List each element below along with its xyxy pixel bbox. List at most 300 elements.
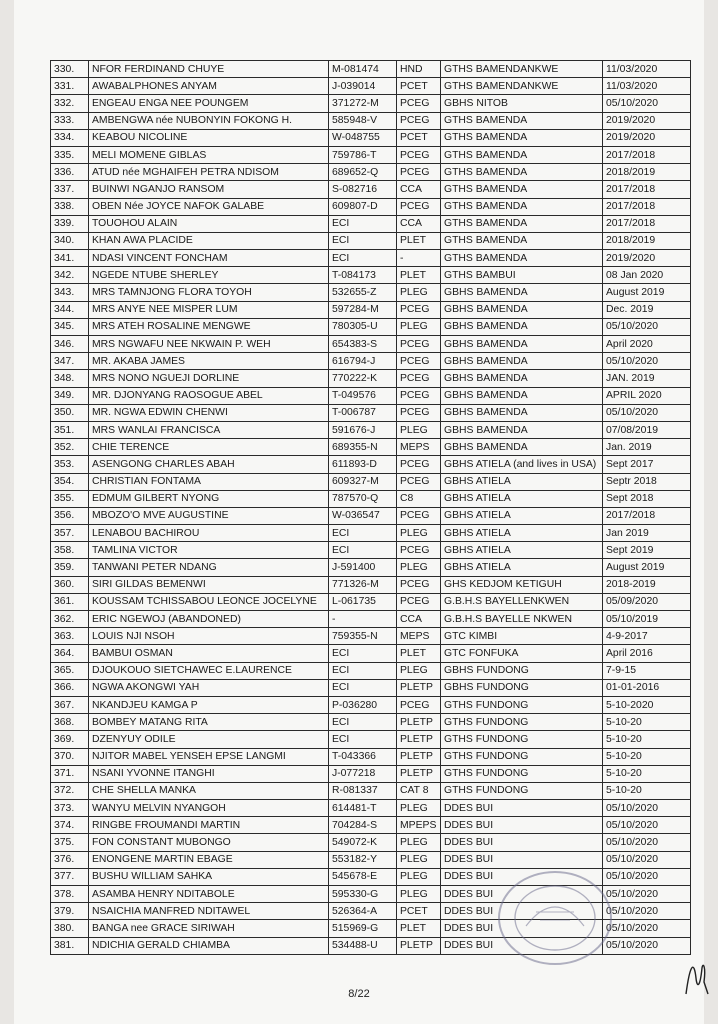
row-number-cell: 369. [51, 731, 89, 748]
table-row [51, 181, 691, 198]
row-number-cell: 340. [51, 232, 89, 249]
row-number-cell: 360. [51, 576, 89, 593]
date-cell: Sept 2018 [603, 490, 691, 507]
grade-cell: PLEG [397, 868, 441, 885]
staff-name-cell: TOUOHOU ALAIN [89, 215, 329, 232]
date-cell: 05/10/2020 [603, 800, 691, 817]
school-cell: GBHS BAMENDA [441, 353, 603, 370]
row-number-cell: 337. [51, 181, 89, 198]
staff-name-cell: MRS TAMNJONG FLORA TOYOH [89, 284, 329, 301]
matricule-cell: 609807-D [329, 198, 397, 215]
matricule-cell: 689652-Q [329, 164, 397, 181]
date-cell: 2017/2018 [603, 181, 691, 198]
school-cell: GTHS BAMENDANKWE [441, 61, 603, 78]
date-cell: 05/10/2020 [603, 95, 691, 112]
matricule-cell: ECI [329, 542, 397, 559]
grade-cell: PCET [397, 129, 441, 146]
row-number-cell: 375. [51, 834, 89, 851]
row-number-cell: 362. [51, 611, 89, 628]
table-row [51, 473, 691, 490]
date-cell: 2018/2019 [603, 232, 691, 249]
table-row [51, 679, 691, 696]
grade-cell: PCEG [397, 146, 441, 163]
staff-name-cell: NGEDE NTUBE SHERLEY [89, 267, 329, 284]
staff-name-cell: MRS ATEH ROSALINE MENGWE [89, 318, 329, 335]
row-number-cell: 367. [51, 696, 89, 713]
grade-cell: CAT 8 [397, 782, 441, 799]
matricule-cell: ECI [329, 662, 397, 679]
school-cell: DDES BUI [441, 937, 603, 954]
staff-name-cell: KHAN AWA PLACIDE [89, 232, 329, 249]
staff-name-cell: RINGBE FROUMANDI MARTIN [89, 817, 329, 834]
table-row [51, 404, 691, 421]
school-cell: GTHS BAMENDA [441, 181, 603, 198]
date-cell: Jan. 2019 [603, 439, 691, 456]
matricule-cell: 787570-Q [329, 490, 397, 507]
row-number-cell: 348. [51, 370, 89, 387]
school-cell: DDES BUI [441, 817, 603, 834]
table-row [51, 95, 691, 112]
school-cell: GTC KIMBI [441, 628, 603, 645]
row-number-cell: 331. [51, 78, 89, 95]
table-row [51, 507, 691, 524]
matricule-cell: ECI [329, 714, 397, 731]
table-row [51, 731, 691, 748]
grade-cell: PLETP [397, 714, 441, 731]
staff-name-cell: WANYU MELVIN NYANGOH [89, 800, 329, 817]
table-row [51, 662, 691, 679]
grade-cell: PCEG [397, 404, 441, 421]
matricule-cell: ECI [329, 232, 397, 249]
staff-name-cell: ASENGONG CHARLES ABAH [89, 456, 329, 473]
staff-name-cell: TAMLINA VICTOR [89, 542, 329, 559]
row-number-cell: 358. [51, 542, 89, 559]
date-cell: 05/10/2020 [603, 353, 691, 370]
grade-cell: MPEPS [397, 817, 441, 834]
table-row [51, 232, 691, 249]
staff-name-cell: ERIC NGEWOJ (ABANDONED) [89, 611, 329, 628]
grade-cell: MEPS [397, 628, 441, 645]
row-number-cell: 372. [51, 782, 89, 799]
table-row [51, 765, 691, 782]
school-cell: GTHS BAMENDA [441, 198, 603, 215]
school-cell: GTHS FUNDONG [441, 731, 603, 748]
matricule-cell: ECI [329, 525, 397, 542]
date-cell: 5-10-20 [603, 731, 691, 748]
row-number-cell: 350. [51, 404, 89, 421]
date-cell: April 2020 [603, 336, 691, 353]
date-cell: 2017/2018 [603, 198, 691, 215]
school-cell: GTHS FUNDONG [441, 696, 603, 713]
matricule-cell: W-036547 [329, 507, 397, 524]
staff-name-cell: BAMBUI OSMAN [89, 645, 329, 662]
grade-cell: C8 [397, 490, 441, 507]
matricule-cell: 759355-N [329, 628, 397, 645]
row-number-cell: 374. [51, 817, 89, 834]
date-cell: 05/10/2019 [603, 611, 691, 628]
row-number-cell: 355. [51, 490, 89, 507]
grade-cell: PCEG [397, 593, 441, 610]
row-number-cell: 373. [51, 800, 89, 817]
matricule-cell: 515969-G [329, 920, 397, 937]
row-number-cell: 345. [51, 318, 89, 335]
staff-name-cell: BOMBEY MATANG RITA [89, 714, 329, 731]
grade-cell: PLEG [397, 834, 441, 851]
table-row [51, 593, 691, 610]
staff-name-cell: MRS WANLAI FRANCISCA [89, 421, 329, 438]
matricule-cell: T-006787 [329, 404, 397, 421]
date-cell: 5-10-2020 [603, 696, 691, 713]
matricule-cell: 534488-U [329, 937, 397, 954]
staff-name-cell: BUINWI NGANJO RANSOM [89, 181, 329, 198]
grade-cell: PLEG [397, 662, 441, 679]
school-cell: GTHS BAMENDANKWE [441, 78, 603, 95]
grade-cell: CCA [397, 215, 441, 232]
date-cell: April 2016 [603, 645, 691, 662]
staff-name-cell: EDMUM GILBERT NYONG [89, 490, 329, 507]
date-cell: 5-10-20 [603, 765, 691, 782]
table-row [51, 61, 691, 78]
school-cell: GBHS BAMENDA [441, 284, 603, 301]
grade-cell: PCET [397, 78, 441, 95]
staff-name-cell: MRS NONO NGUEJI DORLINE [89, 370, 329, 387]
staff-name-cell: DZENYUY ODILE [89, 731, 329, 748]
page-number: 8/22 [348, 988, 370, 1000]
table-row [51, 800, 691, 817]
date-cell: 2017/2018 [603, 215, 691, 232]
date-cell: 05/10/2020 [603, 404, 691, 421]
date-cell: August 2019 [603, 559, 691, 576]
staff-name-cell: MRS ANYE NEE MISPER LUM [89, 301, 329, 318]
grade-cell: PLET [397, 920, 441, 937]
grade-cell: - [397, 250, 441, 267]
staff-name-cell: CHIE TERENCE [89, 439, 329, 456]
document-page [14, 0, 704, 1024]
staff-name-cell: MR. NGWA EDWIN CHENWI [89, 404, 329, 421]
date-cell: 05/10/2020 [603, 920, 691, 937]
matricule-cell: 654383-S [329, 336, 397, 353]
staff-table-body [51, 61, 691, 955]
row-number-cell: 366. [51, 679, 89, 696]
school-cell: GTHS BAMENDA [441, 232, 603, 249]
matricule-cell: 689355-N [329, 439, 397, 456]
school-cell: GBHS FUNDONG [441, 662, 603, 679]
grade-cell: PCEG [397, 370, 441, 387]
grade-cell: PLET [397, 232, 441, 249]
staff-name-cell: MR. DJONYANG RAOSOGUE ABEL [89, 387, 329, 404]
grade-cell: PLEG [397, 886, 441, 903]
grade-cell: CCA [397, 181, 441, 198]
grade-cell: PCEG [397, 198, 441, 215]
row-number-cell: 344. [51, 301, 89, 318]
school-cell: GTHS BAMENDA [441, 129, 603, 146]
date-cell: 05/10/2020 [603, 851, 691, 868]
date-cell: 07/08/2019 [603, 421, 691, 438]
date-cell: 2018/2019 [603, 164, 691, 181]
grade-cell: PLEG [397, 318, 441, 335]
date-cell: APRIL 2020 [603, 387, 691, 404]
grade-cell: PCEG [397, 542, 441, 559]
row-number-cell: 334. [51, 129, 89, 146]
staff-name-cell: NFOR FERDINAND CHUYE [89, 61, 329, 78]
date-cell: 05/10/2020 [603, 903, 691, 920]
staff-name-cell: ATUD née MGHAIFEH PETRA NDISOM [89, 164, 329, 181]
table-row [51, 456, 691, 473]
grade-cell: PLETP [397, 679, 441, 696]
grade-cell: PLEG [397, 800, 441, 817]
staff-name-cell: LOUIS NJI NSOH [89, 628, 329, 645]
date-cell: 2018-2019 [603, 576, 691, 593]
staff-name-cell: MR. AKABA JAMES [89, 353, 329, 370]
row-number-cell: 370. [51, 748, 89, 765]
matricule-cell: 526364-A [329, 903, 397, 920]
table-row [51, 490, 691, 507]
school-cell: GBHS BAMENDA [441, 301, 603, 318]
date-cell: Sept 2019 [603, 542, 691, 559]
matricule-cell: 616794-J [329, 353, 397, 370]
table-row [51, 645, 691, 662]
staff-name-cell: NKANDJEU KAMGA P [89, 696, 329, 713]
matricule-cell: ECI [329, 215, 397, 232]
row-number-cell: 335. [51, 146, 89, 163]
table-row [51, 834, 691, 851]
staff-name-cell: MRS NGWAFU NEE NKWAIN P. WEH [89, 336, 329, 353]
row-number-cell: 359. [51, 559, 89, 576]
grade-cell: PLEG [397, 525, 441, 542]
grade-cell: PLEG [397, 559, 441, 576]
grade-cell: PCEG [397, 353, 441, 370]
matricule-cell: 704284-S [329, 817, 397, 834]
row-number-cell: 378. [51, 886, 89, 903]
school-cell: GBHS BAMENDA [441, 370, 603, 387]
table-row [51, 628, 691, 645]
date-cell: 05/10/2020 [603, 318, 691, 335]
row-number-cell: 371. [51, 765, 89, 782]
table-row [51, 267, 691, 284]
staff-name-cell: TANWANI PETER NDANG [89, 559, 329, 576]
date-cell: 01-01-2016 [603, 679, 691, 696]
grade-cell: PLET [397, 645, 441, 662]
staff-name-cell: NDICHIA GERALD CHIAMBA [89, 937, 329, 954]
school-cell: GTHS BAMENDA [441, 215, 603, 232]
table-row [51, 421, 691, 438]
grade-cell: PLETP [397, 731, 441, 748]
table-row [51, 387, 691, 404]
school-cell: GTHS FUNDONG [441, 748, 603, 765]
grade-cell: PLEG [397, 851, 441, 868]
staff-name-cell: CHE SHELLA MANKA [89, 782, 329, 799]
matricule-cell: T-084173 [329, 267, 397, 284]
school-cell: G.B.H.S BAYELLENKWEN [441, 593, 603, 610]
school-cell: GBHS BAMENDA [441, 336, 603, 353]
row-number-cell: 338. [51, 198, 89, 215]
staff-name-cell: MBOZO'O MVE AUGUSTINE [89, 507, 329, 524]
grade-cell: PCEG [397, 507, 441, 524]
school-cell: GBHS BAMENDA [441, 387, 603, 404]
matricule-cell: ECI [329, 250, 397, 267]
staff-name-cell: SIRI GILDAS BEMENWI [89, 576, 329, 593]
date-cell: 2017/2018 [603, 146, 691, 163]
matricule-cell: 759786-T [329, 146, 397, 163]
date-cell: 05/10/2020 [603, 886, 691, 903]
school-cell: DDES BUI [441, 800, 603, 817]
row-number-cell: 361. [51, 593, 89, 610]
staff-name-cell: BANGA nee GRACE SIRIWAH [89, 920, 329, 937]
staff-name-cell: LENABOU BACHIROU [89, 525, 329, 542]
matricule-cell: 611893-D [329, 456, 397, 473]
grade-cell: PCEG [397, 696, 441, 713]
staff-name-cell: NSAICHIA MANFRED NDITAWEL [89, 903, 329, 920]
school-cell: GBHS ATIELA [441, 542, 603, 559]
table-row [51, 851, 691, 868]
grade-cell: MEPS [397, 439, 441, 456]
table-row [51, 611, 691, 628]
date-cell: 2019/2020 [603, 250, 691, 267]
staff-name-cell: ASAMBA HENRY NDITABOLE [89, 886, 329, 903]
school-cell: GTHS FUNDONG [441, 782, 603, 799]
date-cell: 2019/2020 [603, 112, 691, 129]
row-number-cell: 343. [51, 284, 89, 301]
row-number-cell: 356. [51, 507, 89, 524]
school-cell: GTHS FUNDONG [441, 714, 603, 731]
table-row [51, 370, 691, 387]
school-cell: DDES BUI [441, 920, 603, 937]
school-cell: DDES BUI [441, 851, 603, 868]
grade-cell: PLEG [397, 284, 441, 301]
date-cell: 05/10/2020 [603, 937, 691, 954]
matricule-cell: 545678-E [329, 868, 397, 885]
grade-cell: PCEG [397, 473, 441, 490]
school-cell: GBHS ATIELA (and lives in USA) [441, 456, 603, 473]
matricule-cell: J-591400 [329, 559, 397, 576]
row-number-cell: 349. [51, 387, 89, 404]
date-cell: 5-10-20 [603, 714, 691, 731]
matricule-cell: 595330-G [329, 886, 397, 903]
row-number-cell: 364. [51, 645, 89, 662]
date-cell: 5-10-20 [603, 748, 691, 765]
grade-cell: PLETP [397, 765, 441, 782]
school-cell: GTHS BAMENDA [441, 250, 603, 267]
table-row [51, 336, 691, 353]
school-cell: GBHS ATIELA [441, 525, 603, 542]
matricule-cell: J-039014 [329, 78, 397, 95]
matricule-cell: R-081337 [329, 782, 397, 799]
table-row [51, 284, 691, 301]
grade-cell: PCEG [397, 456, 441, 473]
table-row [51, 215, 691, 232]
matricule-cell: 532655-Z [329, 284, 397, 301]
school-cell: GBHS ATIELA [441, 507, 603, 524]
row-number-cell: 347. [51, 353, 89, 370]
date-cell: 2019/2020 [603, 129, 691, 146]
school-cell: G.B.H.S BAYELLE NKWEN [441, 611, 603, 628]
school-cell: GBHS NITOB [441, 95, 603, 112]
row-number-cell: 352. [51, 439, 89, 456]
date-cell: Septr 2018 [603, 473, 691, 490]
table-row [51, 439, 691, 456]
date-cell: 11/03/2020 [603, 61, 691, 78]
grade-cell: HND [397, 61, 441, 78]
staff-name-cell: NGWA AKONGWI YAH [89, 679, 329, 696]
date-cell: Dec. 2019 [603, 301, 691, 318]
row-number-cell: 346. [51, 336, 89, 353]
staff-name-cell: NSANI YVONNE ITANGHI [89, 765, 329, 782]
table-row [51, 782, 691, 799]
row-number-cell: 381. [51, 937, 89, 954]
school-cell: GBHS BAMENDA [441, 404, 603, 421]
date-cell: 11/03/2020 [603, 78, 691, 95]
row-number-cell: 336. [51, 164, 89, 181]
staff-name-cell: NJITOR MABEL YENSEH EPSE LANGMI [89, 748, 329, 765]
matricule-cell: L-061735 [329, 593, 397, 610]
official-stamp [496, 868, 614, 968]
row-number-cell: 379. [51, 903, 89, 920]
grade-cell: PCEG [397, 576, 441, 593]
matricule-cell: - [329, 611, 397, 628]
staff-name-cell: OBEN Née JOYCE NAFOK GALABE [89, 198, 329, 215]
grade-cell: PCEG [397, 112, 441, 129]
table-row [51, 198, 691, 215]
staff-name-cell: AMBENGWA née NUBONYIN FOKONG H. [89, 112, 329, 129]
date-cell: 08 Jan 2020 [603, 267, 691, 284]
grade-cell: PCET [397, 903, 441, 920]
matricule-cell: M-081474 [329, 61, 397, 78]
grade-cell: CCA [397, 611, 441, 628]
school-cell: GBHS BAMENDA [441, 318, 603, 335]
staff-name-cell: DJOUKOUO SIETCHAWEC E.LAURENCE [89, 662, 329, 679]
table-row [51, 164, 691, 181]
school-cell: GTHS BAMENDA [441, 112, 603, 129]
matricule-cell: ECI [329, 731, 397, 748]
row-number-cell: 332. [51, 95, 89, 112]
staff-name-cell: NDASI VINCENT FONCHAM [89, 250, 329, 267]
row-number-cell: 376. [51, 851, 89, 868]
table-row [51, 129, 691, 146]
row-number-cell: 339. [51, 215, 89, 232]
date-cell: Jan 2019 [603, 525, 691, 542]
row-number-cell: 351. [51, 421, 89, 438]
grade-cell: PLET [397, 267, 441, 284]
grade-cell: PCEG [397, 95, 441, 112]
matricule-cell: T-049576 [329, 387, 397, 404]
table-row [51, 78, 691, 95]
school-cell: GTHS FUNDONG [441, 765, 603, 782]
school-cell: DDES BUI [441, 834, 603, 851]
school-cell: GBHS ATIELA [441, 473, 603, 490]
matricule-cell: ECI [329, 645, 397, 662]
row-number-cell: 354. [51, 473, 89, 490]
staff-name-cell: MELI MOMENE GIBLAS [89, 146, 329, 163]
school-cell: GHS KEDJOM KETIGUH [441, 576, 603, 593]
table-row [51, 250, 691, 267]
row-number-cell: 377. [51, 868, 89, 885]
table-row [51, 696, 691, 713]
matricule-cell: P-036280 [329, 696, 397, 713]
staff-table [50, 60, 691, 955]
table-row [51, 559, 691, 576]
school-cell: GTHS BAMENDA [441, 164, 603, 181]
school-cell: GTHS BAMENDA [441, 146, 603, 163]
staff-name-cell: KOUSSAM TCHISSABOU LEONCE JOCELYNE [89, 593, 329, 610]
date-cell: 05/10/2020 [603, 834, 691, 851]
table-row [51, 112, 691, 129]
row-number-cell: 357. [51, 525, 89, 542]
grade-cell: PCEG [397, 336, 441, 353]
row-number-cell: 368. [51, 714, 89, 731]
row-number-cell: 342. [51, 267, 89, 284]
staff-name-cell: AWABALPHONES ANYAM [89, 78, 329, 95]
school-cell: GBHS ATIELA [441, 490, 603, 507]
